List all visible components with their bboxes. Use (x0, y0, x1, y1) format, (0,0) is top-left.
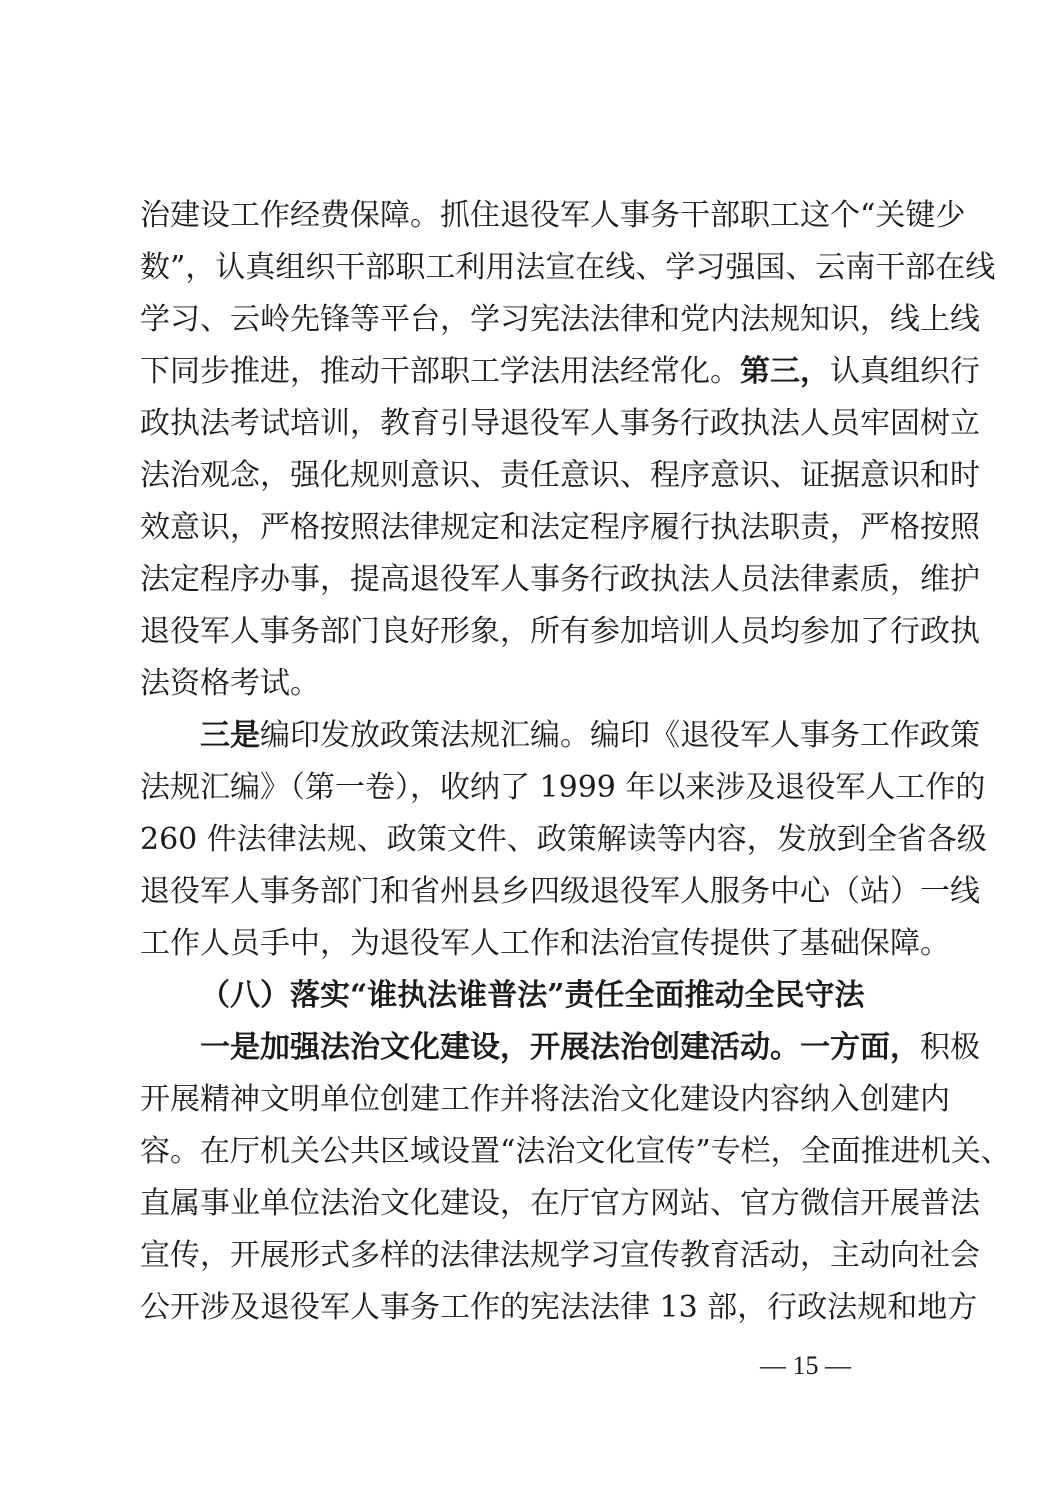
text-run: 工作人员手中，为退役军人工作和法治宣传提供了基础保障。 (140, 926, 950, 961)
text-line (140, 814, 987, 866)
text-run: 260 件法律法规、政策文件、政策解读等内容，发放到全省各级 (140, 822, 987, 857)
text-line (140, 1282, 978, 1334)
text-run: 学习、云岭先锋等平台，学习宪法法律和党内法规知识，线上线 (140, 302, 980, 337)
page-number: — 15 — (760, 1351, 851, 1380)
text-run: 积极 (920, 1030, 980, 1065)
body-text (140, 190, 1011, 1334)
text-run: 认真组织行 (830, 354, 980, 389)
text-line (140, 1230, 980, 1282)
text-line (140, 1074, 950, 1126)
text-run: 宣传，开展形式多样的法律法规学习宣传教育活动，主动向社会 (140, 1238, 980, 1273)
text-line (140, 710, 980, 762)
text-run: 开展精神文明单位创建工作并将法治文化建设内容纳入创建内 (140, 1082, 950, 1117)
text-line (140, 554, 980, 606)
text-run: 退役军人事务部门良好形象，所有参加培训人员均参加了行政执 (140, 614, 980, 649)
text-line (140, 1178, 980, 1230)
text-run: 效意识，严格按照法律规定和法定程序履行执法职责，严格按照 (140, 510, 980, 545)
text-line (140, 242, 996, 294)
text-line (140, 502, 980, 554)
text-line (140, 918, 950, 970)
text-run: 法规汇编》（第一卷），收纳了 1999 年以来涉及退役军人工作的 (140, 770, 986, 805)
text-line (140, 1022, 980, 1074)
text-line (140, 346, 980, 398)
text-run-bold: 第三， (740, 354, 830, 389)
heading-text: （八）落实“谁执法谁普法”责任全面推动全民守法 (200, 978, 865, 1013)
text-run: 公开涉及退役军人事务工作的宪法法律 13 部，行政法规和地方 (140, 1290, 978, 1325)
text-run: 法资格考试。 (140, 666, 320, 701)
text-run: 直属事业单位法治文化建设，在厅官方网站、官方微信开展普法 (140, 1186, 980, 1221)
text-run: 退役军人事务部门和省州县乡四级退役军人服务中心（站）一线 (140, 874, 980, 909)
text-run-bold: 三是 (200, 718, 260, 753)
text-run: 容。在厅机关公共区域设置“法治文化宣传”专栏，全面推进机关、 (140, 1134, 1011, 1169)
text-line (140, 762, 986, 814)
text-run: 治建设工作经费保障。抓住退役军人事务干部职工这个“关键少 (140, 198, 966, 233)
text-line (140, 398, 980, 450)
text-line (140, 658, 930, 710)
section-heading (140, 970, 930, 1022)
text-run: 编印发放政策法规汇编。编印《退役军人事务工作政策 (260, 718, 980, 753)
text-line (140, 190, 966, 242)
text-line (140, 294, 980, 346)
text-line (140, 606, 980, 658)
text-line (140, 1126, 1011, 1178)
text-run-bold: 一是加强法治文化建设，开展法治创建活动。一方面， (200, 1030, 920, 1065)
text-run: 法定程序办事，提高退役军人事务行政执法人员法律素质，维护 (140, 562, 980, 597)
text-run: 政执法考试培训，教育引导退役军人事务行政执法人员牢固树立 (140, 406, 980, 441)
text-run: 数”，认真组织干部职工利用法宣在线、学习强国、云南干部在线 (140, 250, 996, 285)
text-line (140, 866, 980, 918)
text-line (140, 450, 980, 502)
text-run: 法治观念，强化规则意识、责任意识、程序意识、证据意识和时 (140, 458, 980, 493)
text-run: 下同步推进，推动干部职工学法用法经常化。 (140, 354, 740, 389)
